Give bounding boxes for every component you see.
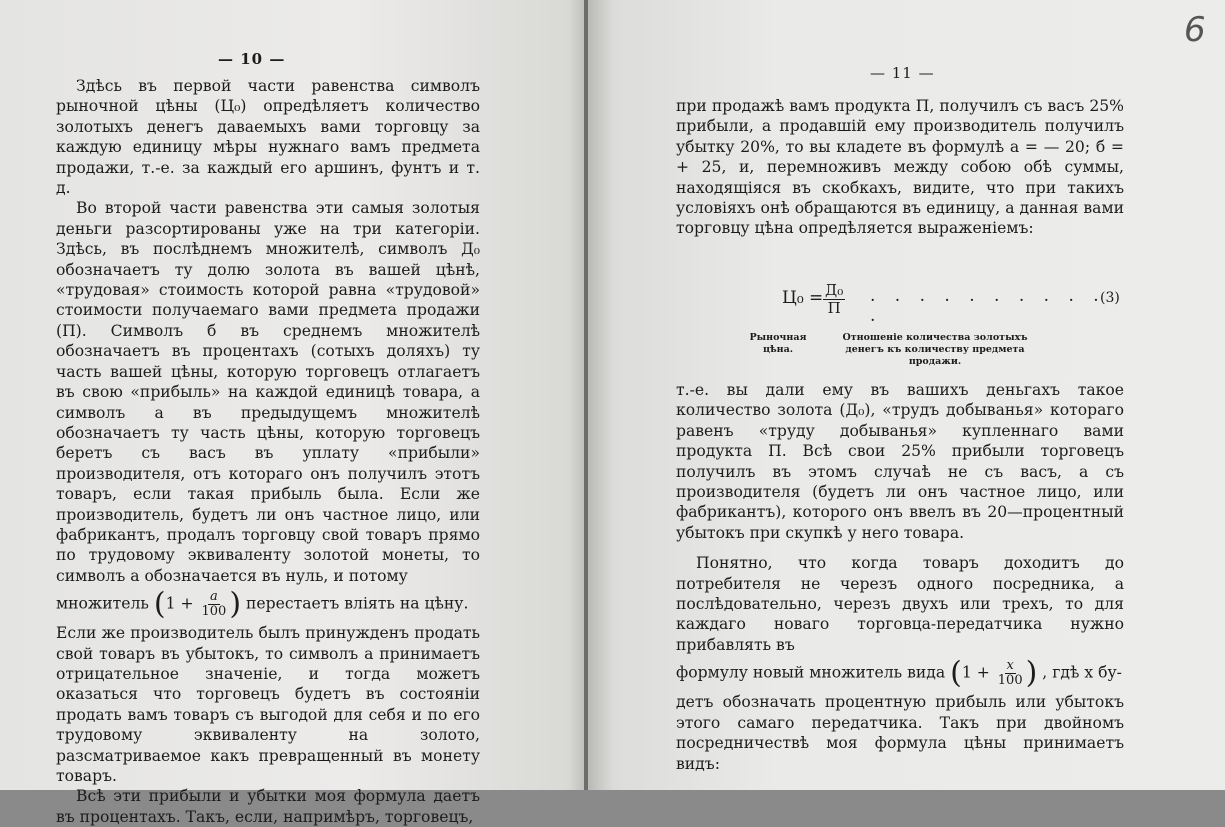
paragraph: Если же производитель былъ принужденъ продать свой товаръ въ убытокъ, то символъ а принимаетъ отрицательное значеніе, и тогда можетъ оказаться что торговецъ будетъ въ состояніи продать вамъ товаръ съ выгодой для себя и по его трудовому эквиваленту на золото, разсматриваемое какъ превращенный въ монету товаръ. — [56, 624, 480, 785]
fraction — [996, 659, 1025, 688]
multiplier-line — [676, 655, 1124, 692]
formula-caption-ratio: Отношеніе количества золотыхъ денегъ къ количеству предмета продажи. — [842, 332, 1028, 367]
right-page-number: — 11 — — [870, 64, 935, 82]
right-text-column-top — [676, 96, 1124, 239]
multiplier-expression — [153, 586, 242, 622]
paren-open: ( — [950, 655, 962, 691]
formula-dots: . . . . . . . . . . . — [870, 286, 1106, 326]
paren-open: ( — [153, 586, 166, 622]
paragraph: Всѣ эти прибыли и убытки моя формула даетъ въ процентахъ. Такъ, если, напримѣръ, торговецъ, — [56, 787, 480, 826]
paragraph: т.-е. вы дали ему въ вашихъ деньгахъ такое количество золота (Д₀), «трудъ добыванья» котораго равенъ «труду добыванья» купленнаго вами продукта П. Всѣ свои 25% прибыли торговецъ получилъ въ этомъ случаѣ не съ васъ, а съ производителя (будетъ ли онъ частное лицо, или фабрикантъ), которого онъ ввелъ въ 20—процентный убытокъ при скупкѣ у него товара. — [676, 381, 1124, 542]
left-page-number: — 10 — — [218, 50, 286, 68]
paragraph: детъ обозначать процентную прибыль или убытокъ этого самаго передатчика. Такъ при двойномъ посредничествѣ моя формула цѣны принимаетъ видъ: — [676, 693, 1124, 773]
formula-denominator: П — [827, 299, 841, 317]
formula-fraction-wrap — [822, 282, 846, 317]
formula-caption-market-price: Рыночная цѣна. — [749, 332, 807, 355]
fraction — [200, 590, 229, 619]
fraction-numerator: a — [210, 589, 218, 605]
formula-numerator: Д₀ — [825, 281, 844, 299]
paren-close: ) — [229, 586, 242, 622]
right-text-column-bottom — [676, 380, 1124, 774]
fraction-denominator: 100 — [201, 604, 227, 620]
left-text-column — [56, 76, 480, 827]
price-formula — [676, 281, 1124, 326]
fraction-numerator: x — [1006, 658, 1014, 674]
paragraph: Понятно, что когда товаръ доходитъ до потребителя не черезъ одного посредника, а послѣдовательно, черезъ двухъ или трехъ, то для каждаго новаго торговца-передатчика нужно прибавлять въ — [676, 554, 1124, 654]
equation-number: (3) — [1100, 290, 1120, 306]
multiplier-before: множитель — [56, 594, 149, 613]
formula-fraction — [823, 282, 845, 317]
one-plus: 1 + — [165, 594, 194, 613]
paragraph: при продажѣ вамъ продукта П, получилъ съ васъ 25% прибыли, а продавшій ему производитель получилъ убытку 20%, то вы кладете въ формулѣ а = — 20; б = + 25, и, перемноживъ между собою обѣ суммы, находящіяся въ скобкахъ, видите, что при такихъ условіяхъ онѣ обращаются въ единицу, а данная вами торговцу цѣна опредѣляется выраженіемъ: — [676, 97, 1124, 238]
multiplier-expression — [950, 655, 1038, 691]
formula-lhs: Ц₀ = — [782, 288, 824, 308]
paragraph: Здѣсь въ первой части равенства символъ рыночной цѣны (Ц₀) опредѣляетъ количество золотыхъ денегъ даваемыхъ вами торговцу за каждую единицу мѣры нужнаго вамъ предмета продажи, т.-е. за каждый его аршинъ, фунтъ и т. д. — [56, 77, 480, 198]
paragraph: Во второй части равенства эти самыя золотыя деньги разсортированы уже на три категоріи. Здѣсь, въ послѣднемъ множителѣ, символъ Д₀ обозначаетъ ту долю золота въ вашей цѣнѣ, «трудовая» стоимость которой равна «трудовой» стоимости получаемаго вами предмета продажи (П). Символъ б въ среднемъ множителѣ обозначаетъ въ процентахъ (сотыхъ доляхъ) ту часть вашей цѣны, которую торговецъ отлагаетъ въ свою «прибыль» на каждой единицѣ товара, а символъ а въ предыдущемъ множителѣ обозначаетъ ту часть цѣны, которую торговецъ беретъ съ васъ въ уплату «прибыли» производителя, отъ котораго онъ получилъ этотъ товаръ, если такая прибыль была. Если же производитель, будетъ ли онъ частное лицо, или фабрикантъ, продалъ торговцу свой товаръ прямо по трудовому эквиваленту золотой монеты, то символъ а обозначается въ нуль, и потому — [56, 199, 480, 585]
multiplier-after: , гдѣ x бу- — [1042, 663, 1122, 682]
multiplier-line — [56, 586, 480, 623]
multiplier-after: перестаетъ вліять на цѣну. — [246, 594, 469, 613]
paren-close: ) — [1025, 655, 1038, 691]
one-plus: 1 + — [961, 663, 990, 682]
corner-handwritten-mark: 6 — [1184, 10, 1206, 50]
multiplier-before: формулу новый множитель вида — [676, 663, 946, 682]
fraction-denominator: 100 — [997, 673, 1023, 689]
